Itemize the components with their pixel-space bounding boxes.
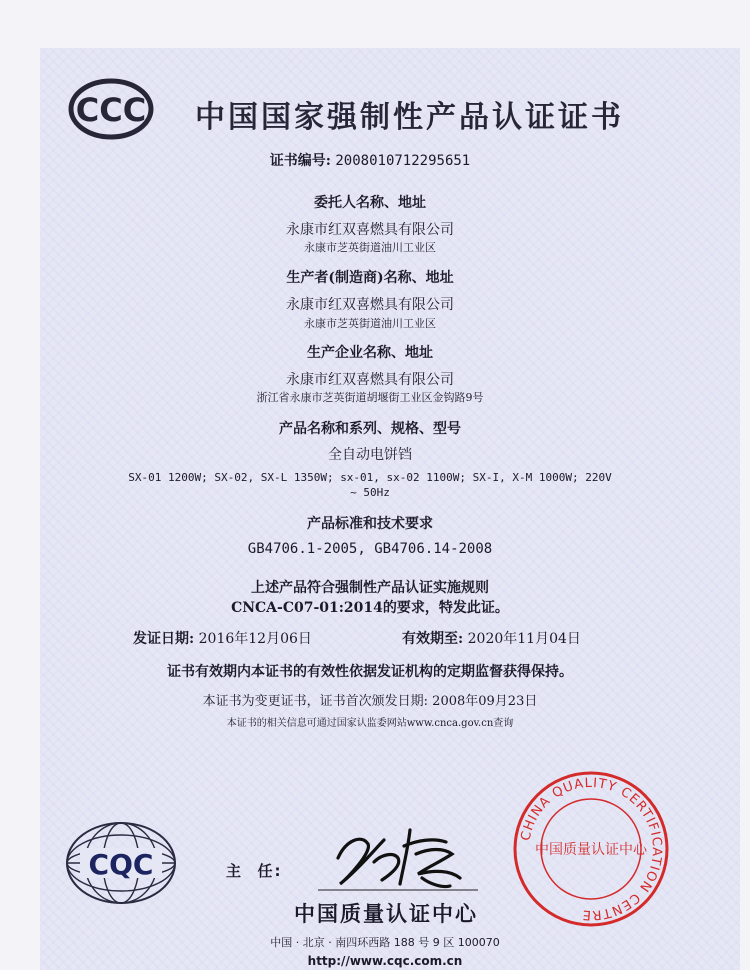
client-heading: 委托人名称、地址: [314, 195, 426, 211]
change-note: 本证书为变更证书，证书首次颁发日期: 2008年09月23日: [202, 694, 538, 709]
svg-text:中国质量认证中心: 中国质量认证中心: [535, 842, 647, 858]
manufacturer-heading: 生产者(制造商)名称、地址: [286, 270, 454, 286]
conformity-line2: CNCA-C07-01:2014的要求，特发此证。: [231, 600, 509, 616]
factory-name: 永康市红双喜燃具有限公司: [286, 372, 454, 388]
certificate-title: 中国国家强制性产品认证证书: [195, 100, 624, 135]
certification-seal-icon: [510, 768, 672, 930]
validity-note: 证书有效期内本证书的有效性依据发证机构的定期监督获得保持。: [167, 664, 573, 680]
valid-until-date: 有效期至: 2020年11月04日: [402, 631, 581, 647]
product-models: SX-01 1200W; SX-02, SX-L 1350W; sx-01, sx-02 1100W; SX-I, X-M 1000W; 220V: [128, 471, 612, 484]
factory-heading: 生产企业名称、地址: [307, 345, 433, 361]
ccc-logo-icon: [66, 78, 156, 140]
manufacturer-name: 永康市红双喜燃具有限公司: [286, 297, 454, 313]
product-name: 全自动电饼铛: [328, 447, 412, 463]
factory-address: 浙江省永康市芝英街道胡堰街工业区金钩路9号: [256, 391, 484, 404]
client-name: 永康市红双喜燃具有限公司: [286, 222, 454, 238]
certificate-number: 证书编号: 2008010712295651: [269, 153, 471, 169]
issue-date: 发证日期: 2016年12月06日: [133, 631, 312, 647]
svg-text:CCC: CCC: [75, 91, 147, 129]
manufacturer-address: 永康市芝英街道油川工业区: [304, 317, 436, 330]
conformity-line1: 上述产品符合强制性产品认证实施规则: [251, 580, 489, 596]
svg-text:CQC: CQC: [88, 848, 154, 881]
issuer-address: 中国 · 北京 · 南四环西路 188 号 9 区 100070: [270, 936, 500, 949]
client-address: 永康市芝英街道油川工业区: [304, 241, 436, 254]
standards-value: GB4706.1-2005, GB4706.14-2008: [247, 541, 493, 557]
svg-text:CHINA QUALITY CERTIFICATION CE: CHINA QUALITY CERTIFICATION CENTRE: [518, 775, 665, 923]
director-label: 主 任:: [226, 862, 283, 880]
issuer-url[interactable]: http://www.cqc.com.cn: [307, 954, 463, 968]
website-note: 本证书的相关信息可通过国家认监委网站www.cnca.gov.cn查询: [226, 718, 514, 729]
product-heading: 产品名称和系列、规格、型号: [279, 421, 461, 437]
director-signature: [318, 818, 478, 894]
cqc-logo-icon: [62, 818, 180, 908]
standards-heading: 产品标准和技术要求: [307, 516, 433, 532]
issuer-name: 中国质量认证中心: [294, 902, 478, 926]
product-models-frequency: ~ 50Hz: [350, 486, 390, 499]
